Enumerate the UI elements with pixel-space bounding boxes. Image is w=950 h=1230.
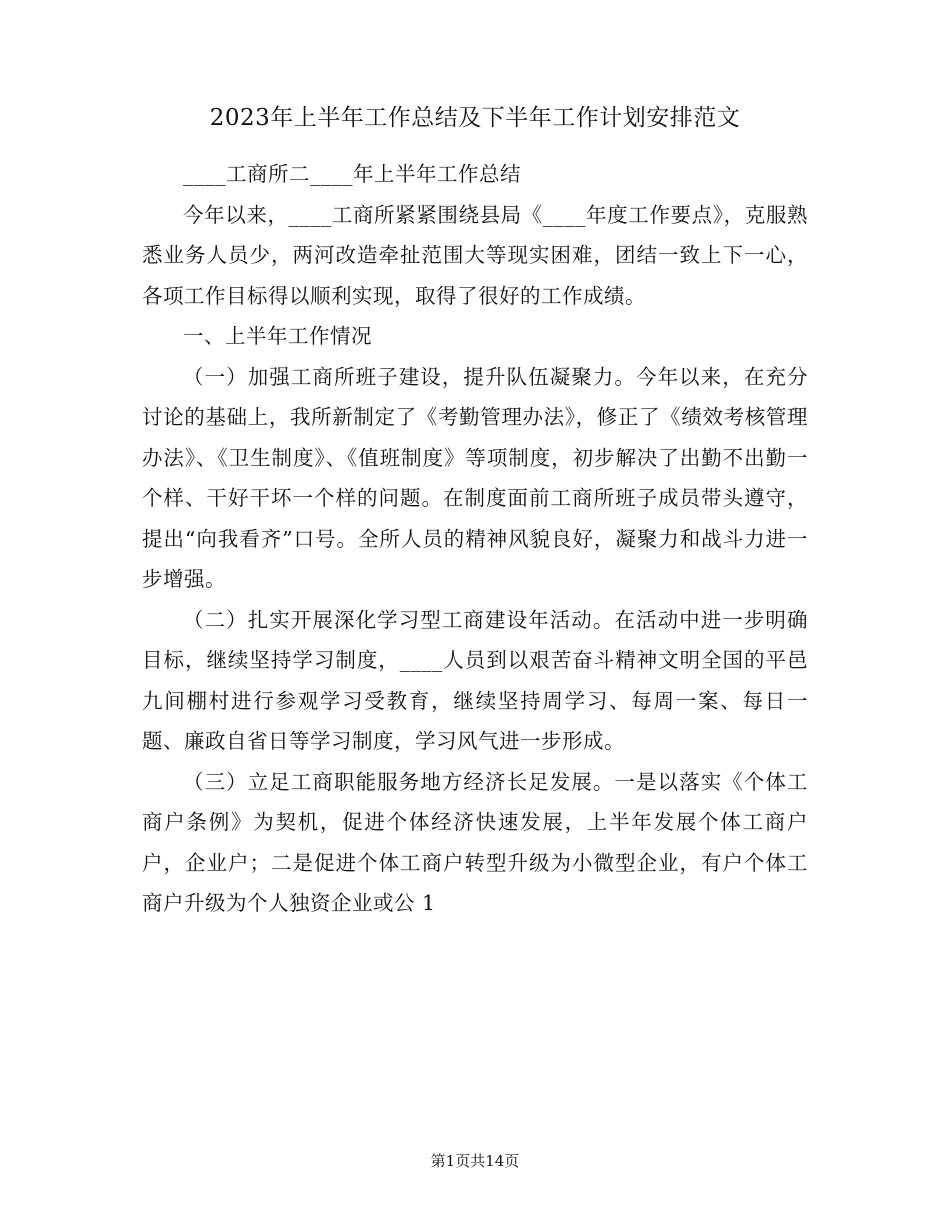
paragraph-team-building: （一）加强工商所班子建设，提升队伍凝聚力。今年以来，在充分讨论的基础上，我所新制定了《考勤管理办法》，修正了《绩效考核管理办法》、《卫生制度》、《值班制度》等项制度，初步解决了出勤不出勤一个样、干好干坏一个样的问题。在制度面前工商所班子成员带头遵守，提出“向我看齐”口号。全所人员的精神风貌良好，凝聚力和战斗力进一步增强。 [142,364,808,591]
section-subtitle: ____工商所二____年上半年工作总结 [183,162,521,186]
document-title: 2023年上半年工作总结及下半年工作计划安排范文 [209,105,741,131]
document-body [142,154,808,924]
paragraph-learning: （二）扎实开展深化学习型工商建设年活动。在活动中进一步明确目标，继续坚持学习制度，____人员到以艰苦奋斗精神文明全国的平邑九间棚村进行参观学习受教育，继续坚持周学习、每周一案、每日一题、廉政自省日等学习制度，学习风气进一步形成。 [142,607,808,753]
intro-paragraph: 今年以来，____工商所紧紧围绕县局《____年度工作要点》，克服熟悉业务人员少，两河改造牵扯范围大等现实困难，团结一致上下一心，各项工作目标得以顺利实现，取得了很好的工作成绩。 [142,202,808,308]
page-footer: 第1页共14页 [430,1152,520,1170]
paragraph-economy: （三）立足工商职能服务地方经济长足发展。一是以落实《个体工商户条例》为契机，促进个体经济快速发展，上半年发展个体工商户户，企业户；二是促进个体工商户转型升级为小微型企业，有户个体工商户升级为个人独资企业或公 1 [142,769,808,915]
section-heading: 一、上半年工作情况 [183,324,372,348]
